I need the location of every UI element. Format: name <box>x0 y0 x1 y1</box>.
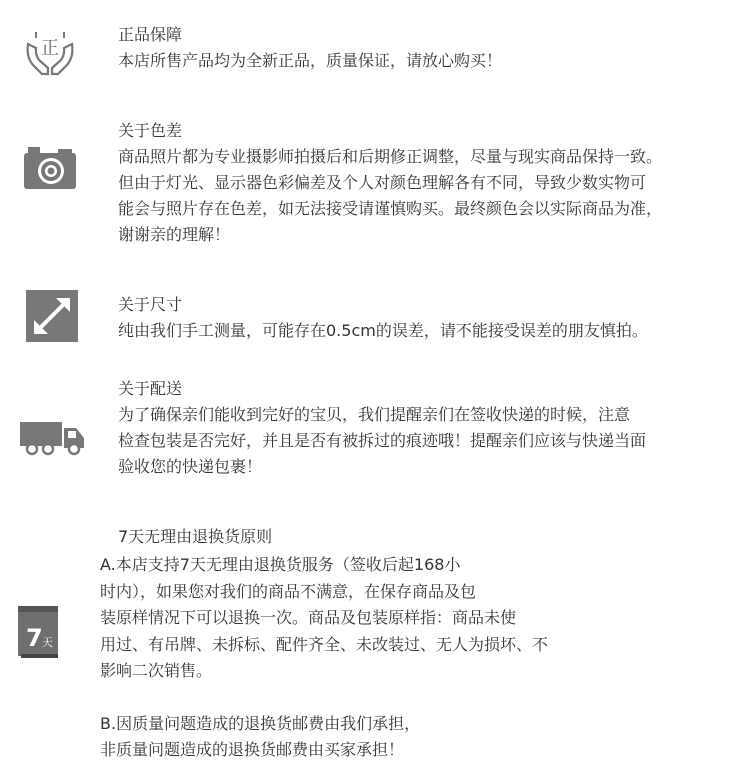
section-line: 装原样情况下可以退换一次。商品及包装原样指：商品未使 <box>100 608 517 627</box>
calendar-number: 7 <box>26 624 43 652</box>
section-line: 能会与照片存在色差，如无法接受请谨慎购买。最终颜色会以实际商品为准， <box>118 199 663 218</box>
section-return-title-block <box>118 524 272 550</box>
section-line: 验收您的快递包裹！ <box>118 457 263 476</box>
hands-icon-glyph: 正 <box>41 38 59 59</box>
section-title: 7天无理由退换货原则 <box>118 527 273 546</box>
truck-icon <box>20 420 86 456</box>
section-line: 本店所售产品均为全新正品，质量保证，请放心购买！ <box>118 51 503 70</box>
resize-arrow-icon <box>26 290 78 342</box>
section-line: 纯由我们手工测量，可能存在0.5cm的误差，请不能接受误差的朋友慎拍。 <box>118 321 648 340</box>
section-line <box>100 685 548 711</box>
calendar-unit: 天 <box>42 636 53 649</box>
section-title: 正品保障 <box>118 25 183 44</box>
section-line: 但由于灯光、显示器色彩偏差及个人对颜色理解各有不同，导致少数实物可 <box>118 173 647 192</box>
section-title: 关于色差 <box>118 121 183 140</box>
section-line: 用过、有吊牌、未拆标、配件齐全、未改装过、无人为损坏、不 <box>100 634 549 654</box>
section-delivery <box>118 376 646 480</box>
section-line: B.因质量问题造成的退换货邮费由我们承担， <box>100 713 421 733</box>
section-title: 关于尺寸 <box>118 295 183 314</box>
section-line: 影响二次销售。 <box>100 661 213 680</box>
section-genuine <box>118 22 502 74</box>
section-color <box>118 118 662 248</box>
section-line: 时内），如果您对我们的商品不满意，在保存商品及包 <box>100 581 477 601</box>
section-line: A.本店支持7天无理由退换货服务（签收后起168小 <box>100 555 461 574</box>
section-title: 关于配送 <box>118 379 183 398</box>
camera-icon <box>22 145 78 191</box>
section-line: 检查包装是否完好，并且是否有被拆过的痕迹哦！提醒亲们应该与快递当面 <box>118 431 647 450</box>
hands-genuine-icon <box>22 28 78 80</box>
seven-day-calendar-icon <box>18 606 60 658</box>
section-line: 非质量问题造成的退换货邮费由买家承担！ <box>100 740 405 759</box>
section-line: 为了确保亲们能收到完好的宝贝，我们提醒亲们在签收快递的时候，注意 <box>118 405 631 424</box>
section-return <box>100 552 548 764</box>
section-line: 谢谢亲的理解！ <box>118 225 231 244</box>
section-line: 商品照片都为专业摄影师拍摄后和后期修正调整，尽量与现实商品保持一致。 <box>118 147 663 166</box>
section-size <box>118 292 648 344</box>
